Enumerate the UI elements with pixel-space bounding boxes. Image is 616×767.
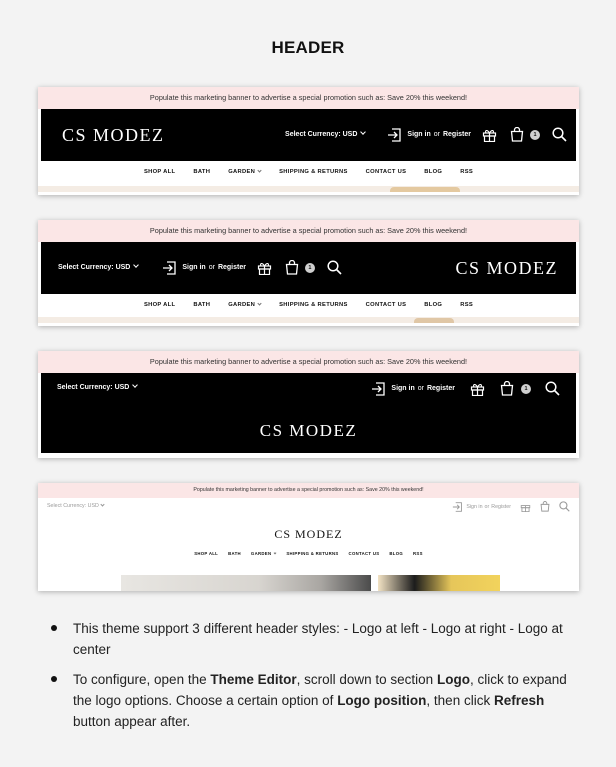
nav-bath[interactable]: BATH	[193, 302, 211, 308]
bullet-header-styles: This theme support 3 different header styles: - Logo at left - Logo at right - Logo at center	[50, 618, 575, 660]
nav-bath[interactable]: BATH	[228, 551, 241, 556]
logo-row	[38, 525, 579, 543]
logo-section-text: Logo	[436, 672, 470, 687]
currency-select[interactable]: Select Currency: USD	[47, 503, 104, 509]
gift-icon[interactable]	[520, 502, 531, 512]
chevron-down-icon	[274, 552, 277, 555]
register-link[interactable]: Register	[217, 264, 246, 271]
hero-image-strip	[38, 317, 579, 323]
nav-rss[interactable]: RSS	[413, 551, 423, 556]
or-label: or	[417, 385, 424, 392]
sign-in-link[interactable]: Sign in	[466, 503, 483, 510]
logo[interactable]: CS MODEZ	[259, 421, 358, 440]
sign-in-link[interactable]: Sign in	[407, 131, 431, 138]
search-icon[interactable]	[559, 501, 570, 512]
header-preview-logo-center	[38, 351, 579, 458]
header-preview-light	[38, 483, 579, 591]
nav-rss[interactable]: RSS	[460, 302, 474, 308]
header-bar	[41, 242, 576, 294]
account-links	[371, 382, 455, 396]
nav-shipping-returns[interactable]: SHIPPING & RETURNS	[286, 551, 339, 556]
currency-select[interactable]: Select Currency: USD	[285, 131, 365, 138]
logo[interactable]: CS MODEZ	[455, 258, 558, 278]
hero-image-detail	[390, 187, 460, 192]
chevron-down-icon	[133, 382, 139, 388]
bullet-configure: To configure, open the Theme Editor, scroll down to section Logo, click to expand the logo options. Choose a certain option of Logo position, then click Refresh button appear after.	[50, 669, 575, 732]
nav-contact-us[interactable]: CONTACT US	[365, 302, 407, 308]
register-link[interactable]: Register	[442, 131, 471, 138]
sign-in-icon	[452, 502, 463, 512]
nav-blog[interactable]: BLOG	[424, 169, 443, 175]
page-title: HEADER	[271, 38, 345, 57]
search-icon[interactable]	[552, 127, 567, 142]
nav-garden[interactable]: GARDEN	[251, 551, 276, 556]
register-link[interactable]: Register	[426, 385, 455, 392]
sign-in-icon	[387, 128, 402, 142]
chevron-down-icon	[258, 301, 262, 305]
gift-icon[interactable]	[482, 128, 497, 142]
or-label: or	[484, 503, 490, 510]
nav-bath[interactable]: BATH	[193, 169, 211, 175]
hero-image-detail	[414, 318, 454, 323]
chevron-down-icon	[100, 502, 104, 506]
sign-in-icon	[162, 261, 177, 275]
or-label: or	[433, 131, 440, 138]
logo-position-text: Logo position	[337, 693, 427, 708]
nav-garden[interactable]: GARDEN	[228, 169, 261, 175]
nav-shop-all[interactable]: SHOP ALL	[143, 302, 176, 308]
nav-contact-us[interactable]: CONTACT US	[365, 169, 407, 175]
promo-banner: Populate this marketing banner to advertise a special promotion such as: Save 20% this weekend!	[38, 351, 579, 373]
logo-row	[41, 421, 576, 441]
nav-blog[interactable]: BLOG	[389, 551, 404, 556]
nav-blog[interactable]: BLOG	[424, 302, 443, 308]
nav-shipping-returns[interactable]: SHIPPING & RETURNS	[279, 169, 348, 175]
nav-shop-all[interactable]: SHOP ALL	[194, 551, 219, 556]
account-links	[162, 261, 246, 275]
logo[interactable]: CS MODEZ	[274, 527, 343, 541]
header-tools	[285, 127, 567, 142]
cart-icon[interactable]	[500, 381, 514, 396]
sign-in-link[interactable]: Sign in	[182, 264, 206, 271]
chevron-down-icon	[361, 129, 367, 135]
nav-rss[interactable]: RSS	[460, 169, 474, 175]
cart-icon[interactable]	[510, 127, 524, 142]
promo-banner: Populate this marketing banner to advertise a special promotion such as: Save 20% this weekend!	[38, 483, 579, 498]
main-nav	[38, 161, 579, 183]
sign-in-link[interactable]: Sign in	[391, 385, 415, 392]
hero-image-left	[121, 575, 371, 591]
chevron-down-icon	[258, 168, 262, 172]
chevron-down-icon	[134, 262, 140, 268]
currency-select[interactable]: Select Currency: USD	[58, 264, 138, 271]
header-preview-logo-right	[38, 220, 579, 326]
or-label: or	[208, 264, 215, 271]
nav-shop-all[interactable]: SHOP ALL	[143, 169, 176, 175]
register-link[interactable]: Register	[491, 503, 511, 510]
hero-image-strip	[38, 186, 579, 192]
cart-count-badge: 1	[521, 384, 531, 394]
hero-image-right	[378, 575, 500, 591]
header-tools	[371, 381, 560, 396]
logo[interactable]: CS MODEZ	[62, 125, 165, 145]
header-preview-logo-left	[38, 87, 579, 195]
account-links	[387, 128, 471, 142]
promo-banner: Populate this marketing banner to advertise a special promotion such as: Save 20% this weekend!	[38, 220, 579, 242]
instructions-list	[50, 618, 575, 741]
main-nav	[38, 294, 579, 316]
cart-icon[interactable]	[285, 260, 299, 275]
theme-editor-text: Theme Editor	[210, 672, 297, 687]
promo-banner: Populate this marketing banner to advertise a special promotion such as: Save 20% this weekend!	[38, 87, 579, 109]
nav-shipping-returns[interactable]: SHIPPING & RETURNS	[279, 302, 348, 308]
header-bar	[41, 373, 576, 453]
header-bar	[41, 109, 576, 161]
nav-garden[interactable]: GARDEN	[228, 302, 261, 308]
currency-select[interactable]: Select Currency: USD	[57, 384, 137, 391]
main-nav	[38, 551, 579, 556]
nav-contact-us[interactable]: CONTACT US	[348, 551, 380, 556]
header-tools	[452, 501, 570, 512]
cart-count-badge: 1	[305, 263, 315, 273]
cart-count-badge: 1	[530, 130, 540, 140]
cart-icon[interactable]	[540, 501, 550, 512]
gift-icon[interactable]	[257, 261, 272, 275]
refresh-text: Refresh	[493, 693, 545, 708]
gift-icon[interactable]	[470, 382, 485, 396]
sign-in-icon	[371, 382, 386, 396]
search-icon[interactable]	[327, 260, 342, 275]
search-icon[interactable]	[545, 381, 560, 396]
header-tools	[58, 260, 342, 275]
